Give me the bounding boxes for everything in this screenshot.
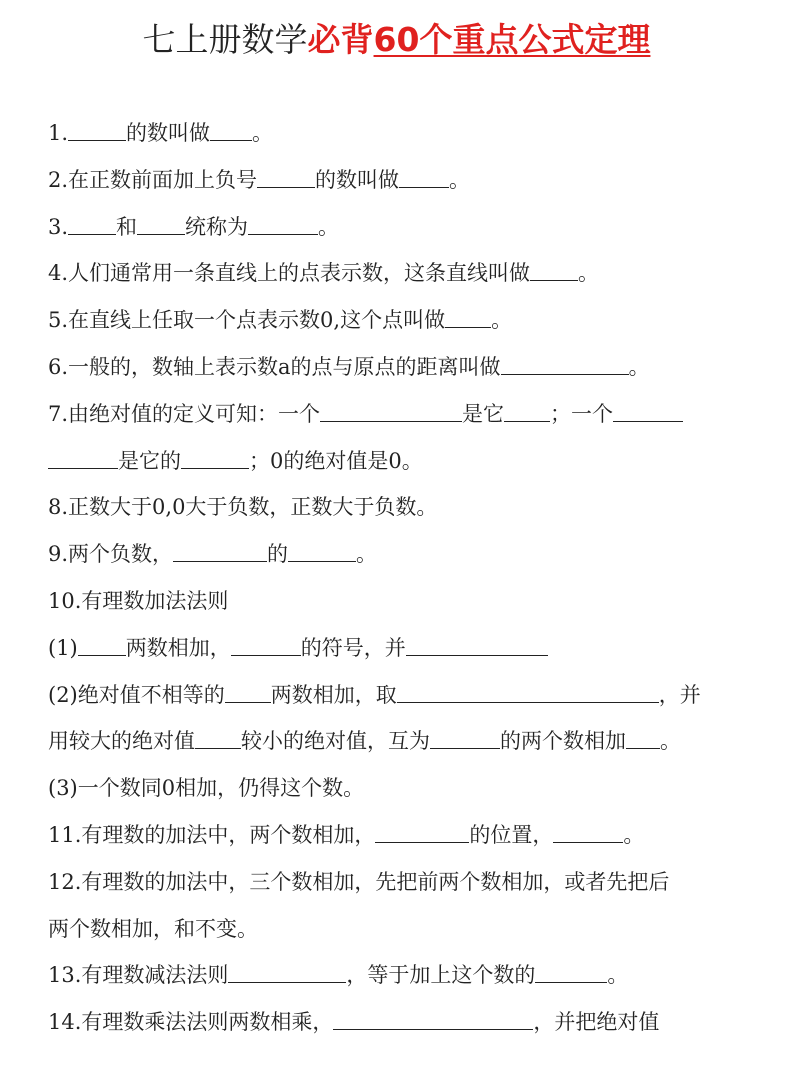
line-text: 2.在正数前面加上负号 — [48, 167, 258, 192]
fill-in-blank — [78, 635, 126, 656]
fill-in-blank — [626, 728, 660, 749]
line-text: 3. — [48, 214, 69, 239]
fill-in-blank — [333, 1009, 533, 1030]
worksheet-line — [48, 625, 748, 672]
line-text: 是它的 — [118, 448, 181, 473]
fill-in-blank — [210, 120, 252, 141]
title-red-plain: 必背 — [307, 20, 374, 59]
fill-in-blank — [231, 635, 301, 656]
fill-in-blank — [535, 962, 607, 983]
fill-in-blank — [288, 541, 356, 562]
fill-in-blank — [501, 354, 629, 375]
fill-in-blank — [173, 541, 267, 562]
fill-in-blank — [320, 401, 462, 422]
fill-in-blank — [228, 962, 346, 983]
line-text: 9.两个负数， — [48, 542, 174, 567]
fill-in-blank — [406, 635, 548, 656]
fill-in-blank — [430, 728, 500, 749]
line-text: 的符号，并 — [300, 635, 406, 660]
worksheet-line — [48, 204, 748, 251]
line-text: 。 — [449, 167, 471, 192]
line-text: 的数叫做 — [126, 121, 211, 145]
line-text: 14.有理数乘法法则两数相乘， — [48, 1010, 334, 1035]
worksheet-line — [48, 110, 748, 157]
fill-in-blank — [137, 214, 185, 235]
line-text: 用较大的绝对值 — [48, 729, 195, 754]
worksheet-line — [48, 765, 748, 812]
line-text: 8.正数大于0,0大于负数，正数大于负数。 — [48, 495, 438, 520]
line-text: 12.有理数的加法中，三个数相加，先把前两个数相加，或者先把后 — [48, 869, 670, 894]
fill-in-blank — [445, 307, 491, 328]
line-text: 统称为 — [185, 214, 249, 239]
line-text: 的两个数相加 — [500, 729, 626, 754]
fill-in-blank — [195, 728, 241, 749]
worksheet-line — [48, 297, 748, 344]
fill-in-blank — [68, 214, 116, 235]
fill-in-blank — [553, 822, 623, 843]
fill-in-blank — [530, 261, 578, 282]
line-text: (1) — [48, 635, 78, 660]
line-text: ，并 — [658, 682, 701, 707]
line-text: 两数相加， — [125, 635, 231, 660]
line-text: 5.在直线上任取一个点表示数0,这个点叫做 — [48, 308, 446, 333]
line-text: 的位置， — [469, 822, 554, 847]
line-text: 7.由绝对值的定义可知：一个 — [48, 401, 321, 426]
line-text: 6.一般的，数轴上表示数a的点与原点的距离叫做 — [48, 354, 501, 379]
fill-in-blank — [399, 167, 449, 188]
line-text: 。 — [660, 729, 681, 754]
title-prefix: 七上册数学 — [142, 20, 308, 59]
line-text: 。 — [607, 963, 629, 988]
worksheet-line — [48, 391, 748, 438]
line-text: 的 — [267, 542, 289, 567]
fill-in-blank — [225, 682, 271, 703]
line-text: 。 — [252, 121, 274, 145]
line-text: 。 — [578, 261, 600, 286]
worksheet-line — [48, 531, 748, 578]
worksheet-line — [48, 952, 748, 999]
worksheet-line — [48, 438, 748, 485]
line-text: ；一个 — [550, 401, 614, 426]
title-red-underlined: 60个重点公式定理 — [373, 20, 651, 59]
worksheet-line — [48, 999, 748, 1046]
line-text: 和 — [116, 214, 138, 239]
line-text: (2)绝对值不相等的 — [48, 682, 225, 707]
line-text: (3)一个数同0相加，仍得这个数。 — [48, 776, 365, 801]
fill-in-blank — [504, 401, 550, 422]
line-text: 4.人们通常用一条直线上的点表示数，这条直线叫做 — [48, 261, 531, 286]
line-text: 。 — [623, 822, 645, 847]
line-text: ；0的绝对值是0。 — [249, 448, 423, 473]
fill-in-blank — [257, 167, 315, 188]
line-text: 。 — [318, 214, 340, 239]
worksheet-line — [48, 578, 748, 625]
worksheet-body — [48, 110, 748, 1046]
line-text: 较小的绝对值，互为 — [241, 729, 430, 754]
fill-in-blank — [375, 822, 469, 843]
fill-in-blank — [397, 682, 659, 703]
worksheet-line — [48, 718, 748, 765]
worksheet-line — [48, 157, 748, 204]
worksheet-line — [48, 859, 748, 906]
worksheet-line — [48, 484, 748, 531]
line-text: 。 — [628, 354, 650, 379]
line-text: ，并把绝对值 — [533, 1010, 660, 1035]
worksheet-line — [48, 250, 748, 297]
fill-in-blank — [248, 214, 318, 235]
worksheet-line — [48, 672, 748, 719]
worksheet-line — [48, 812, 748, 859]
line-text: 两数相加，取 — [270, 682, 397, 707]
line-text: ，等于加上这个数的 — [346, 963, 536, 988]
line-text: 两个数相加，和不变。 — [48, 916, 258, 941]
page-title — [0, 18, 793, 62]
line-text: 是它 — [462, 401, 505, 426]
fill-in-blank — [68, 120, 126, 141]
line-text: 11.有理数的加法中，两个数相加， — [48, 822, 376, 847]
line-text: 。 — [491, 308, 513, 333]
line-text: 的数叫做 — [315, 167, 400, 192]
worksheet-line — [48, 344, 748, 391]
line-text: 1. — [48, 121, 69, 145]
fill-in-blank — [48, 448, 118, 469]
fill-in-blank — [613, 401, 683, 422]
line-text: 13.有理数减法法则 — [48, 963, 229, 988]
line-text: 10.有理数加法法则 — [48, 588, 229, 613]
worksheet-line — [48, 906, 748, 953]
line-text: 。 — [356, 542, 378, 567]
fill-in-blank — [181, 448, 249, 469]
